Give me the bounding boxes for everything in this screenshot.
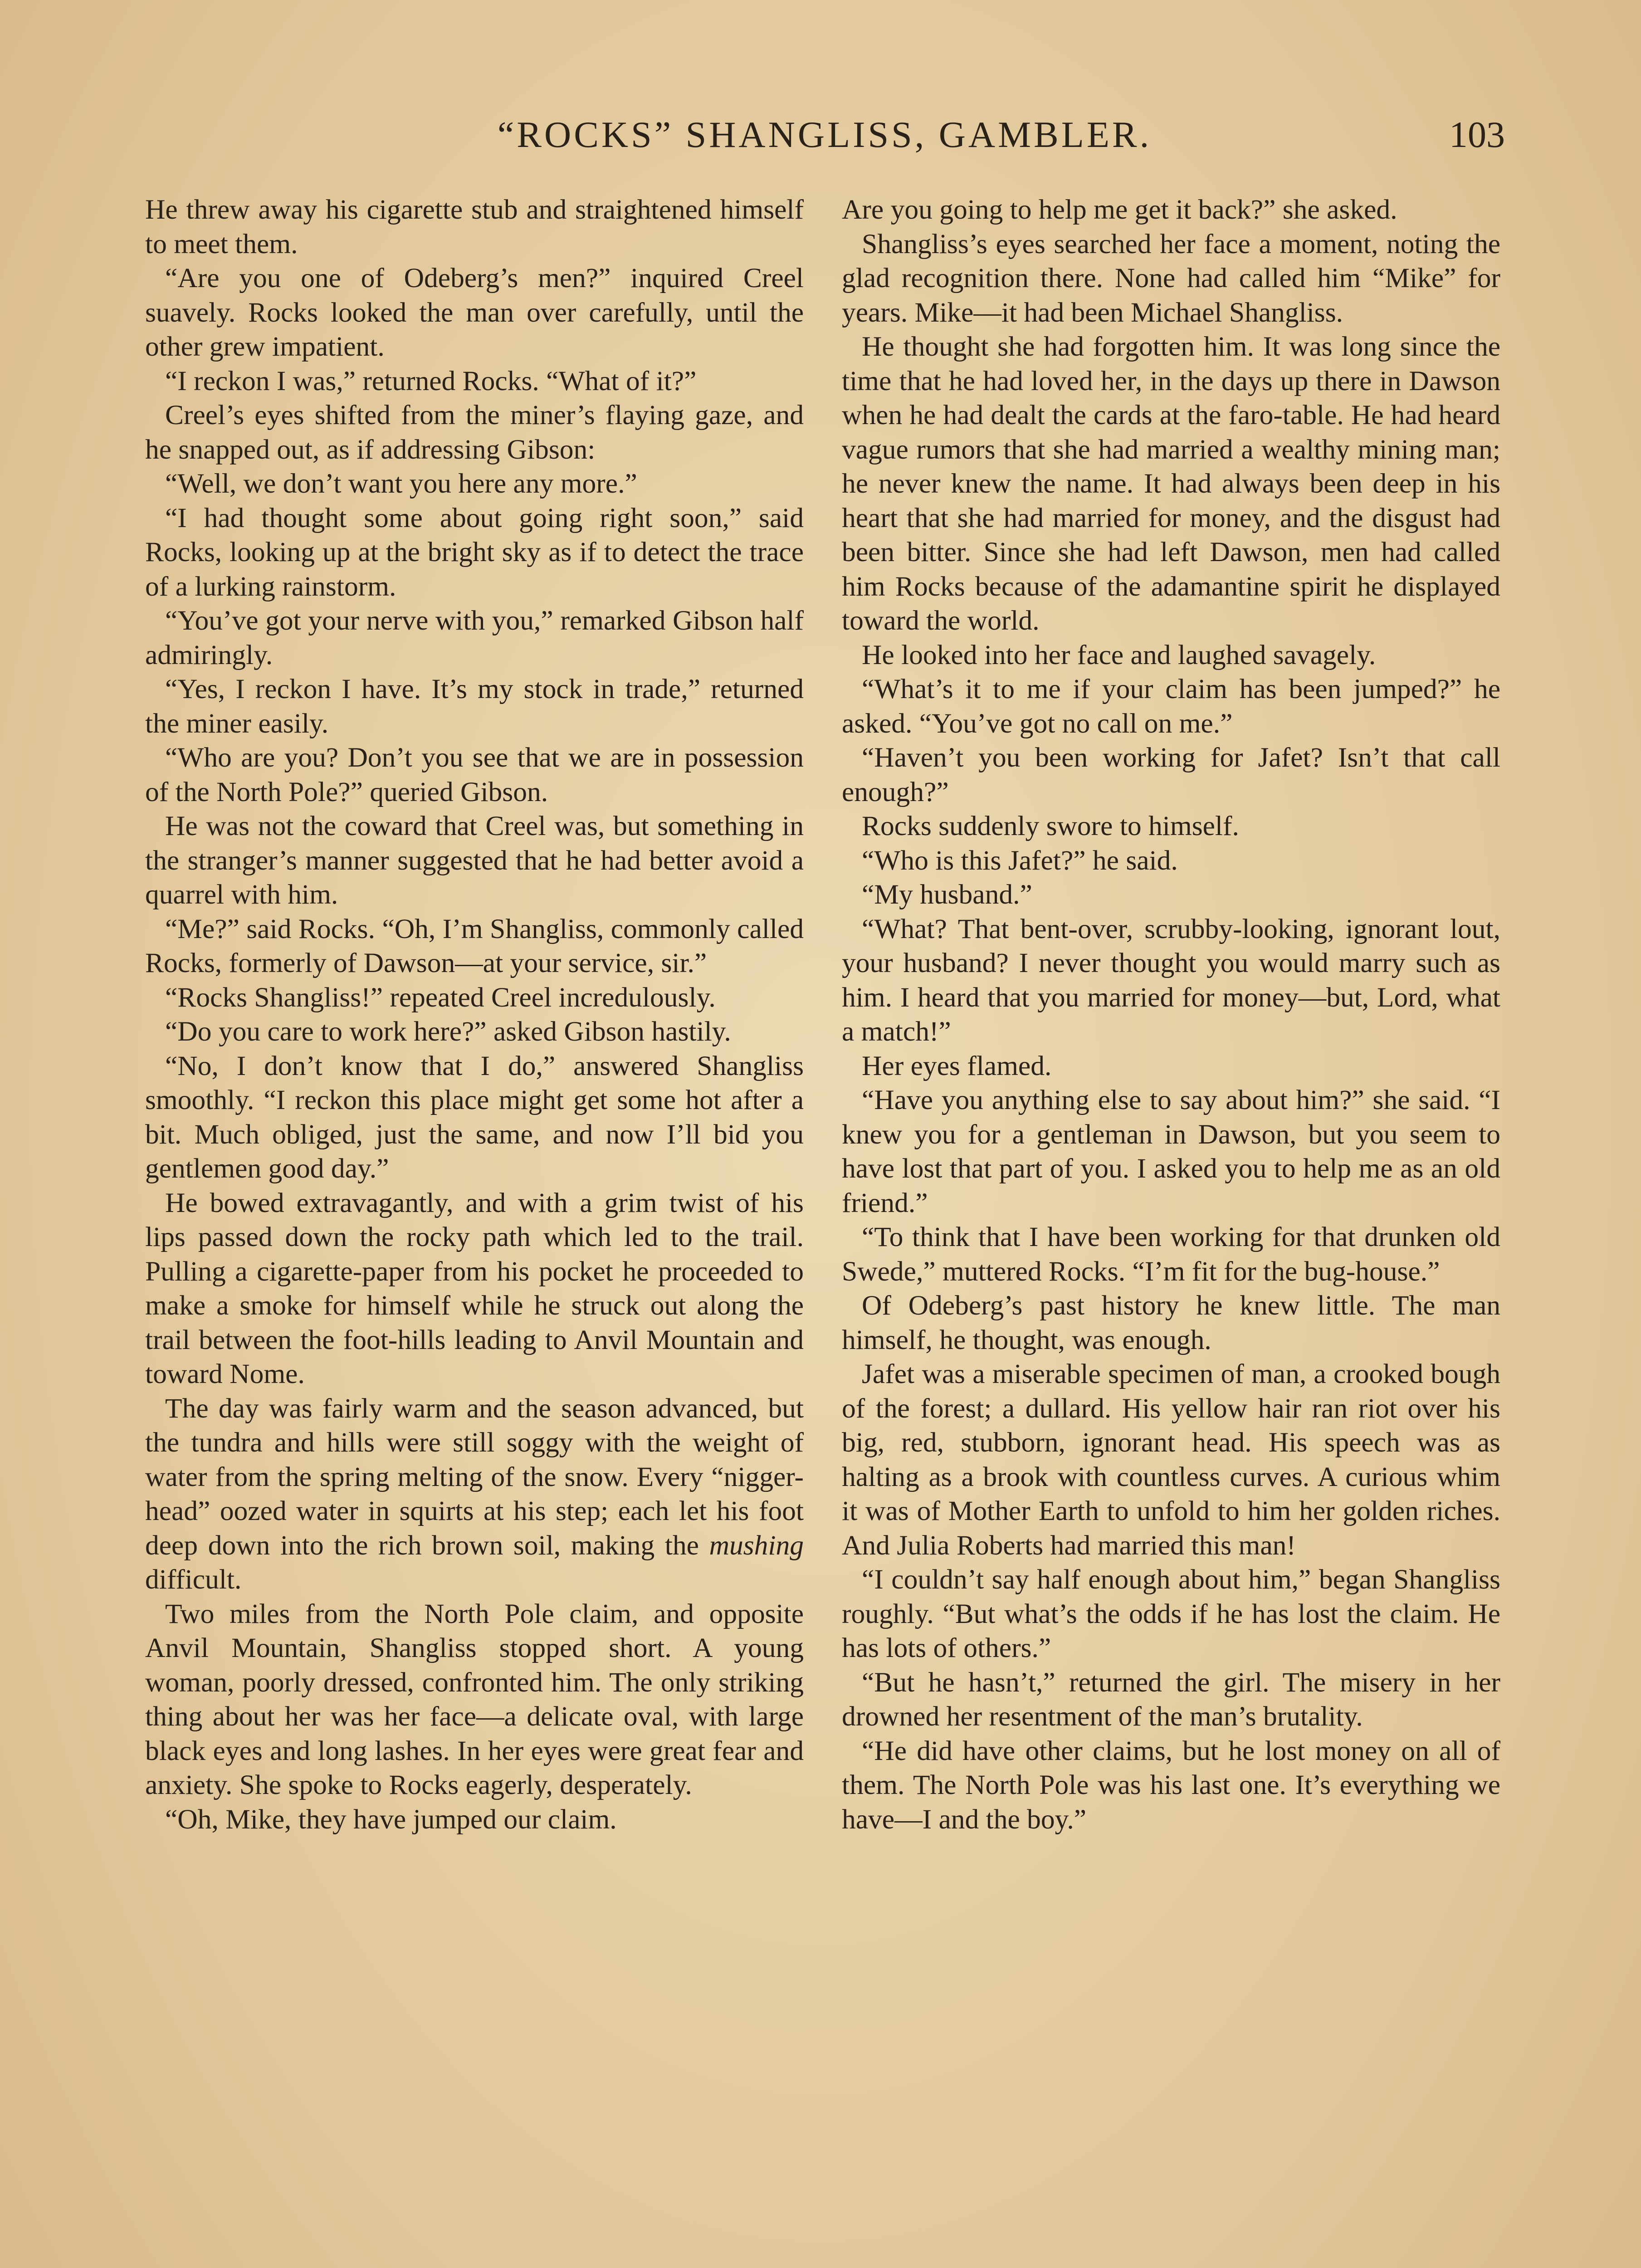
paragraph: “Who are you? Don’t you see that we are in possession of the North Pole?” queried Gibson.: [145, 742, 804, 807]
paragraph: He looked into her face and laughed savagely.: [862, 639, 1376, 670]
paragraph: “Have you anything else to say about him?” she said. “I knew you for a gentleman in Dawson, but you seem to have lost that part of you. I asked you to help me as an old friend.”: [842, 1085, 1500, 1218]
paragraph: Of Odeberg’s past history he knew little. The man himself, he thought, was enough.: [842, 1290, 1500, 1355]
paragraph: “I couldn’t say half enough about him,” began Shangliss roughly. “But what’s the odds if he has lost the claim. He has lots of others.”: [842, 1564, 1500, 1663]
paragraph: “Oh, Mike, they have jumped our claim.: [165, 1804, 617, 1835]
paragraph: “To think that I have been working for that drunken old Swede,” muttered Rocks. “I’m fit for the bug-house.”: [842, 1222, 1500, 1287]
paragraph: “Well, we don’t want you here any more.”: [165, 468, 637, 499]
paragraph: He threw away his cigarette stub and straightened himself to meet them.: [145, 194, 804, 259]
paragraph: “No, I don’t know that I do,” answered Shangliss smoothly. “I reckon this place might get some hot after a bit. Much obliged, just the same, and now I’ll bid you gentlemen good day.”: [145, 1050, 804, 1184]
paragraph: “I had thought some about going right soon,” said Rocks, looking up at the bright sky as if to detect the trace of a lurking rainstorm.: [145, 502, 804, 602]
paragraph: He bowed extravagantly, and with a grim twist of his lips passed down the rocky path which led to the trail. Pulling a cigarette-paper from his pocket he proceeded to make a smoke for himself while he struck out along the trail between the foot-hills leading to Anvil Mountain and toward Nome.: [145, 1187, 804, 1389]
paragraph: He thought she had forgotten him. It was long since the time that he had loved her, in the days up there in Dawson when he had dealt the cards at the faro-table. He had heard vague rumors that she had married a wealthy mining man; he never knew the name. It had always been deep in his heart that she had married for money, and the disgust had been bitter. Since she had left Dawson, men had called him Rocks because of the adamantine spirit he displayed toward the world.: [842, 331, 1500, 636]
paragraph: “I reckon I was,” returned Rocks. “What of it?”: [165, 365, 697, 396]
paragraph: “What? That bent-over, scrubby-looking, ignorant lout, your husband? I never thought you would marry such as him. I heard that you married for money—but, Lord, what a match!”: [842, 913, 1500, 1047]
paragraph: Creel’s eyes shifted from the miner’s flaying gaze, and he snapped out, as if addressing Gibson:: [145, 400, 804, 465]
paragraph: “Who is this Jafet?” he said.: [862, 845, 1178, 876]
paragraph: “Rocks Shangliss!” repeated Creel incredulously.: [165, 982, 716, 1013]
paragraph: “Are you one of Odeberg’s men?” inquired Creel suavely. Rocks looked the man over carefully, until the other grew impatient.: [145, 263, 804, 362]
paragraph: “But he hasn’t,” returned the girl. The misery in her drowned her resentment of the man’s brutality.: [842, 1667, 1500, 1732]
page-header: [144, 113, 1505, 163]
paragraph: He was not the coward that Creel was, but something in the stranger’s manner suggested that he had better avoid a quarrel with him.: [145, 811, 804, 910]
paragraph: Jafet was a miserable specimen of man, a crooked bough of the forest; a dullard. His yellow hair ran riot over his big, red, stubborn, ignorant head. His speech was as halting as a brook with countless curves. A curious whim it was of Mother Earth to unfold to him her golden riches. And Julia Roberts had married this man!: [842, 1359, 1500, 1561]
paragraph: “Do you care to work here?” asked Gibson hastily.: [165, 1016, 731, 1047]
paragraph: Are you going to help me get it back?” she asked.: [842, 194, 1397, 225]
left-column: [145, 193, 804, 1837]
paragraph: Two miles from the North Pole claim, and opposite Anvil Mountain, Shangliss stopped short. A young woman, poorly dressed, confronted him. The only striking thing about her was her face—a delicate oval, with large black eyes and long lashes. In her eyes were great fear and anxiety. She spoke to Rocks eagerly, desperately.: [145, 1598, 804, 1800]
paragraph: “You’ve got your nerve with you,” remarked Gibson half admiringly.: [145, 605, 804, 670]
paragraph: “My husband.”: [862, 879, 1032, 910]
page-number: 103: [1449, 114, 1505, 155]
paragraph: “Yes, I reckon I have. It’s my stock in trade,” returned the miner easily.: [145, 674, 804, 739]
paragraph: Rocks suddenly swore to himself.: [862, 811, 1239, 841]
paragraph: Shangliss’s eyes searched her face a moment, noting the glad recognition there. None had called him “Mike” for years. Mike—it had been Michael Shangliss.: [842, 228, 1500, 328]
right-column: [842, 193, 1500, 1837]
paragraph: “Haven’t you been working for Jafet? Isn’t that call enough?”: [842, 742, 1500, 807]
running-title: “ROCKS” SHANGLISS, GAMBLER.: [497, 114, 1152, 155]
paragraph: “Me?” said Rocks. “Oh, I’m Shangliss, commonly called Rocks, formerly of Dawson—at your service, sir.”: [145, 913, 804, 978]
paragraph: “What’s it to me if your claim has been jumped?” he asked. “You’ve got no call on me.”: [842, 674, 1500, 739]
paragraph: The day was fairly warm and the season advanced, but the tundra and hills were still soggy with the weight of water from the spring melting of the snow. Every “nigger-head” oozed water in squirts at his step; each let his foot deep down into the rich brown soil, making the mushing difficult.: [145, 1393, 804, 1595]
paragraph: Her eyes flamed.: [862, 1050, 1052, 1081]
paragraph: “He did have other claims, but he lost money on all of them. The North Pole was his last one. It’s everything we have—I and the boy.”: [842, 1735, 1500, 1835]
